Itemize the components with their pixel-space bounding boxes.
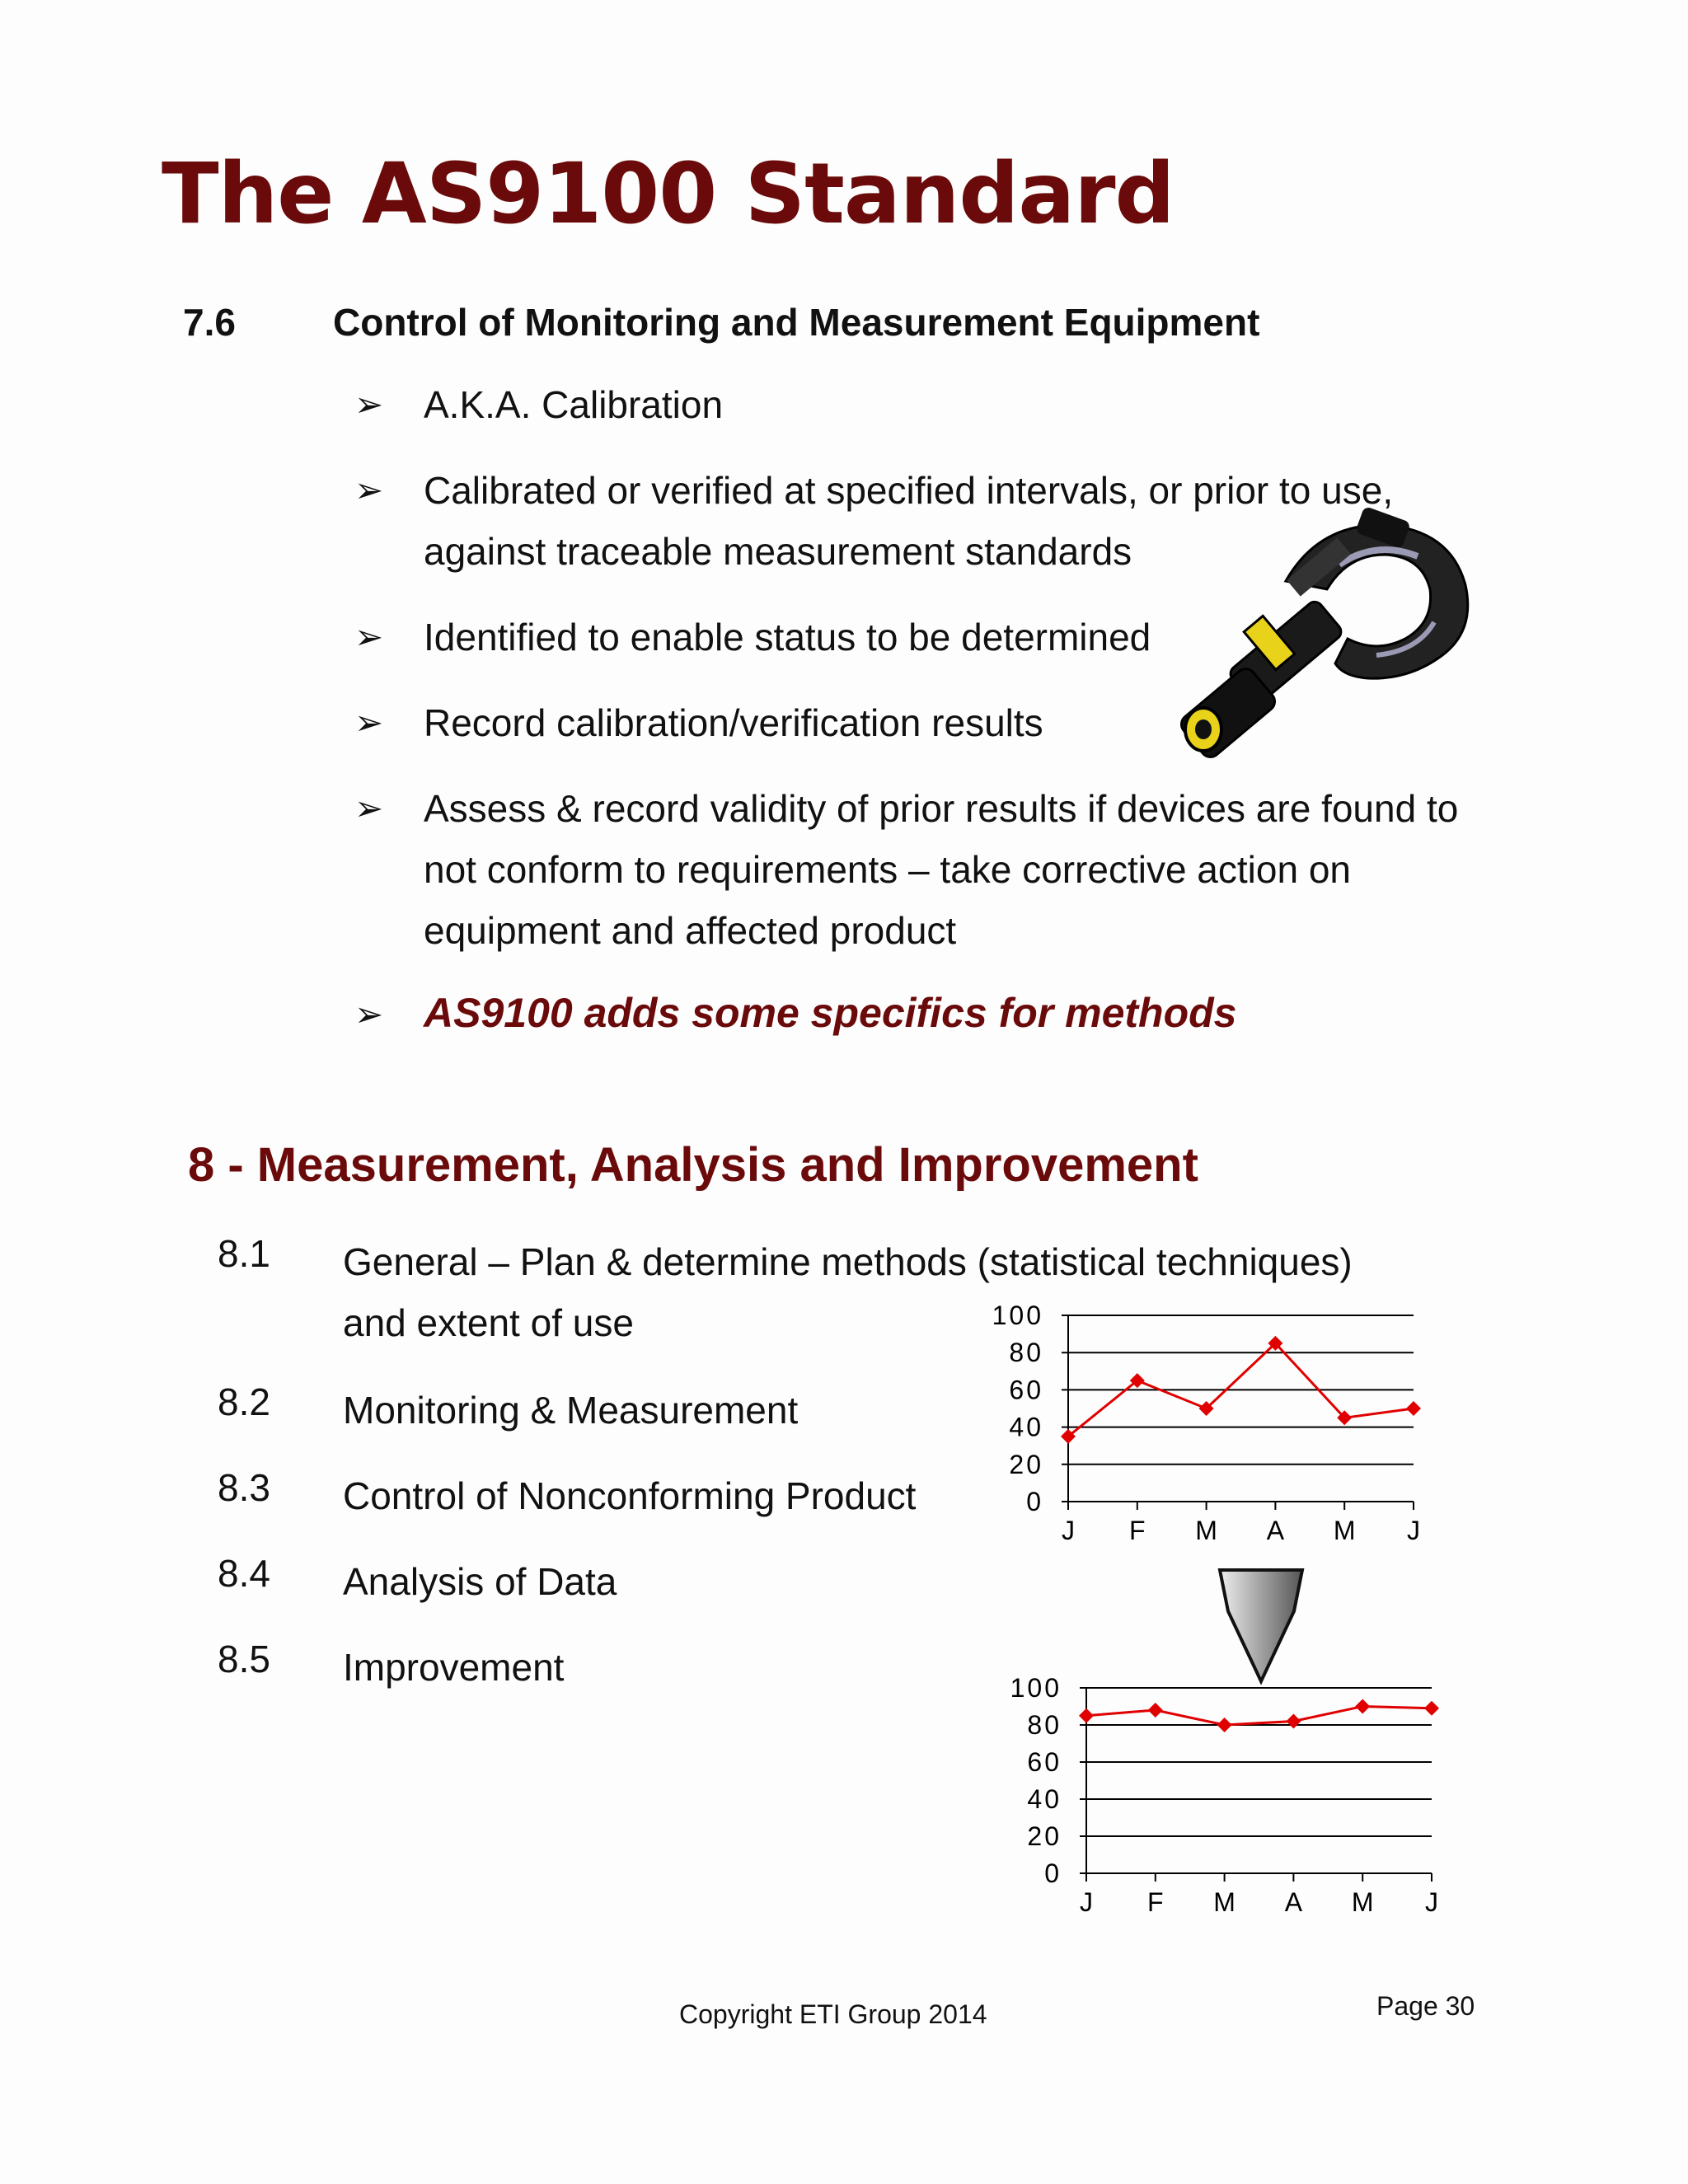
bullet-item — [354, 607, 1151, 668]
page-title: The AS9100 Standard — [162, 145, 1175, 243]
x-tick-label: F — [1129, 1516, 1146, 1545]
bullet-text: A.K.A. Calibration — [424, 383, 724, 426]
y-tick-label: 60 — [1027, 1747, 1062, 1777]
x-tick-label: J — [1407, 1516, 1420, 1545]
bullet-item — [354, 692, 1043, 753]
bullet-item — [354, 778, 1459, 961]
y-tick-label: 40 — [1009, 1412, 1043, 1442]
subsection-line: General – Plan & determine methods (statistical techniques) — [343, 1240, 1353, 1283]
subsection-text: Control of Nonconforming Product — [343, 1474, 917, 1517]
y-tick-label: 40 — [1027, 1784, 1062, 1814]
y-tick-label: 20 — [1009, 1449, 1043, 1479]
data-point — [1286, 1714, 1301, 1729]
data-point — [1148, 1703, 1163, 1718]
bullet-text: Identified to enable status to be determined — [424, 616, 1151, 658]
bullet-text: equipment and affected product — [424, 909, 957, 952]
x-tick-label: J — [1080, 1887, 1093, 1917]
subsection-text: Monitoring & Measurement — [343, 1389, 799, 1432]
y-tick-label: 100 — [992, 1301, 1043, 1330]
x-tick-label: M — [1195, 1516, 1217, 1545]
arrow-bullet-icon: ➢ — [354, 385, 384, 424]
subsection-number: 8.2 — [218, 1380, 270, 1423]
bullet-highlight-text: AS9100 adds some specifics for methods — [424, 990, 1237, 1036]
arrow-bullet-icon: ➢ — [354, 789, 384, 827]
bullet-item — [354, 982, 1237, 1043]
series-line — [1086, 1707, 1432, 1726]
subsection-number: 8.1 — [218, 1232, 270, 1275]
subsection-number: 8.5 — [218, 1638, 270, 1680]
y-tick-label: 0 — [1044, 1858, 1062, 1888]
data-point — [1217, 1718, 1232, 1732]
arrow-bullet-icon: ➢ — [354, 471, 384, 509]
x-tick-label: A — [1266, 1516, 1285, 1545]
subsection-line: and extent of use — [343, 1301, 634, 1344]
micrometer-icon — [1179, 507, 1492, 766]
subsection-text: Improvement — [343, 1646, 565, 1689]
y-tick-label: 20 — [1027, 1821, 1062, 1851]
data-point — [1406, 1401, 1421, 1416]
subsection-text: Analysis of Data — [343, 1560, 617, 1603]
bullet-text: Calibrated or verified at specified intervals, or prior to use, — [424, 469, 1394, 512]
data-point — [1355, 1699, 1370, 1714]
data-point — [1424, 1701, 1439, 1716]
line-chart-after — [973, 1665, 1451, 1929]
y-tick-label: 80 — [1027, 1710, 1062, 1740]
section-number: 7.6 — [183, 301, 236, 344]
x-tick-label: M — [1213, 1887, 1236, 1917]
footer-copyright: Copyright ETI Group 2014 — [679, 1999, 987, 2029]
x-tick-label: J — [1062, 1516, 1075, 1545]
y-tick-label: 80 — [1009, 1338, 1043, 1368]
x-tick-label: F — [1147, 1887, 1164, 1917]
arrow-bullet-icon: ➢ — [354, 617, 384, 656]
bullet-text: against traceable measurement standards — [424, 530, 1132, 573]
bullet-text: Record calibration/verification results — [424, 701, 1043, 744]
page-number: Page 30 — [1376, 1991, 1475, 2021]
data-point — [1079, 1708, 1094, 1723]
x-tick-label: J — [1425, 1887, 1438, 1917]
line-chart-before — [956, 1294, 1434, 1549]
bullet-text: not conform to requirements – take corrective action on — [424, 848, 1352, 891]
x-tick-label: A — [1284, 1887, 1303, 1917]
x-tick-label: M — [1351, 1887, 1374, 1917]
arrow-bullet-icon: ➢ — [354, 995, 384, 1033]
y-tick-label: 0 — [1026, 1487, 1043, 1516]
y-tick-label: 100 — [1010, 1673, 1062, 1703]
bullet-text: Assess & record validity of prior results if devices are found to — [424, 787, 1459, 830]
section-8-heading: 8 - Measurement, Analysis and Improvement — [188, 1138, 1198, 1192]
section-title: Control of Monitoring and Measurement Equipment — [333, 301, 1260, 344]
x-tick-label: M — [1333, 1516, 1356, 1545]
bullet-item — [354, 374, 724, 435]
arrow-bullet-icon: ➢ — [354, 703, 384, 742]
subsection-number: 8.4 — [218, 1552, 270, 1595]
subsection-number: 8.3 — [218, 1466, 270, 1509]
y-tick-label: 60 — [1009, 1375, 1043, 1405]
